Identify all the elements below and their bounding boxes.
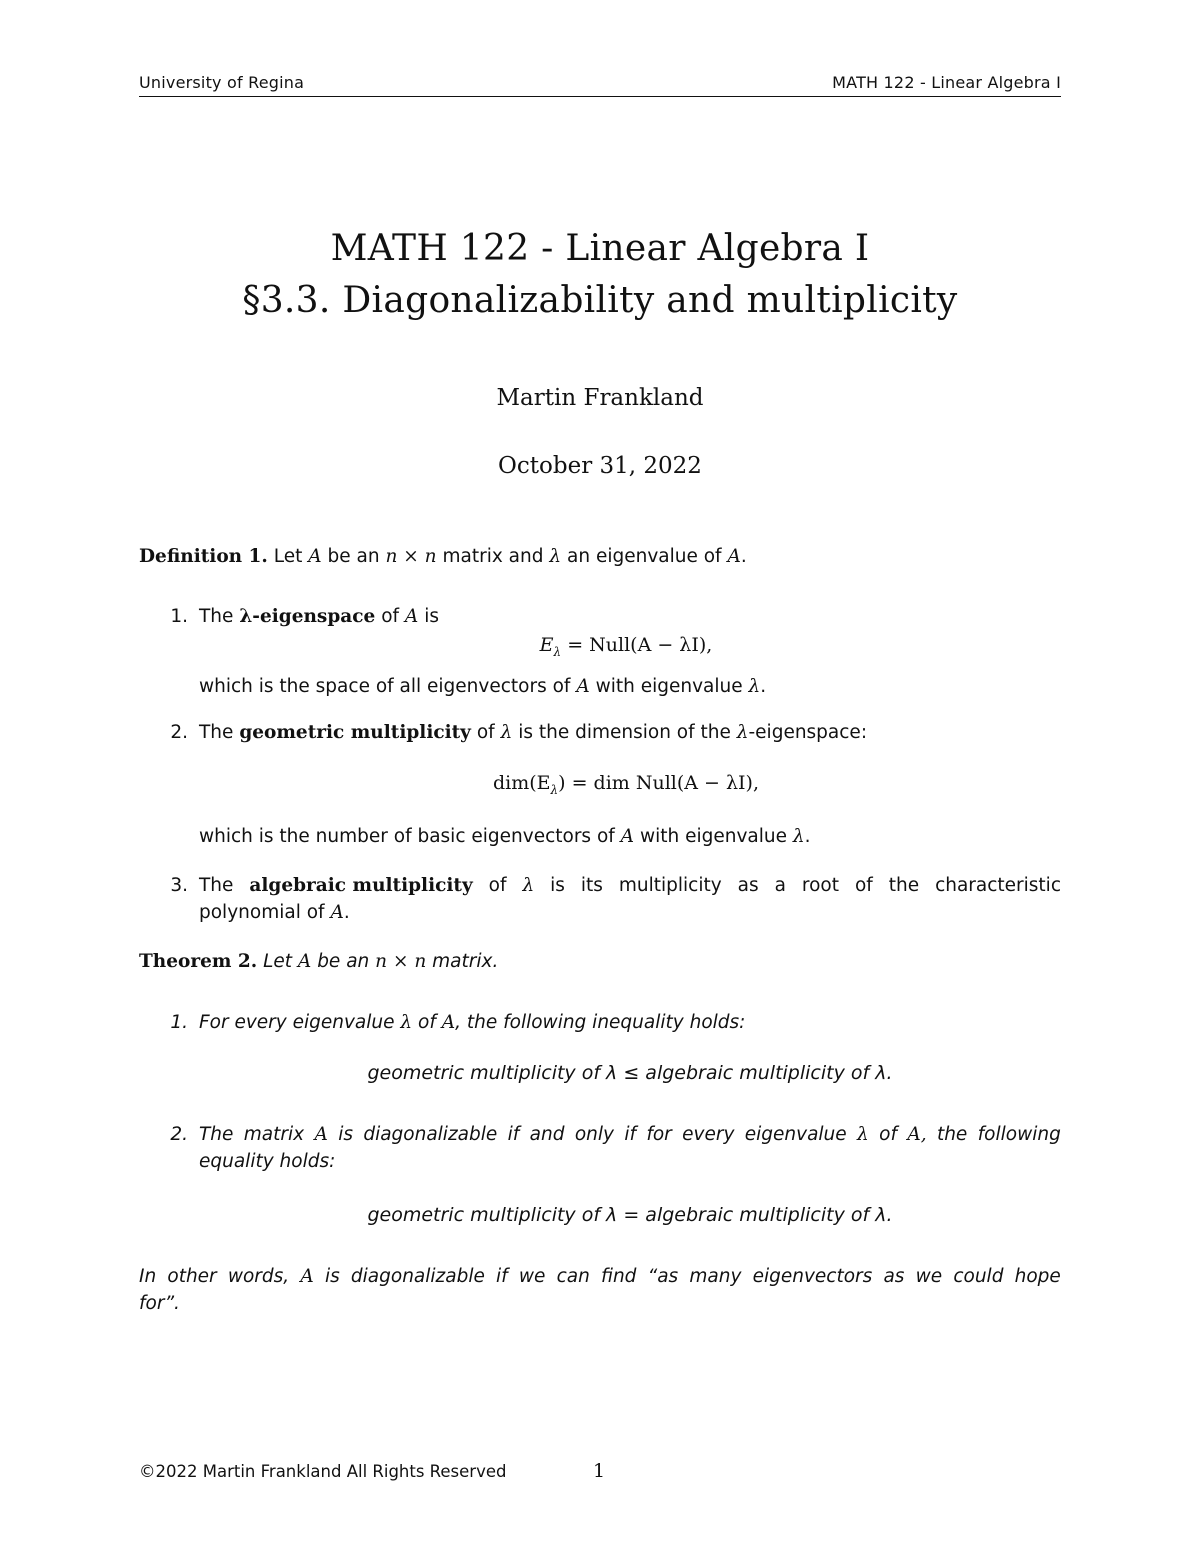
display-equality: geometric multiplicity of λ = algebraic multiplicity of λ.	[367, 1204, 893, 1226]
equation-eigenspace: $E_\lambda$ = Null(A − λI),	[539, 634, 713, 659]
document-title: MATH 122 - Linear Algebra I	[330, 228, 870, 269]
term-geometric-multiplicity: geometric multiplicity	[239, 722, 471, 743]
algebraic-line-2: polynomial of A.	[199, 902, 350, 923]
header-rule	[139, 96, 1061, 97]
list-item-geometric: The geometric multiplicity of λ is the dimension of the λ-eigenspace:	[199, 722, 868, 743]
list-number: 1.	[170, 606, 188, 627]
list-item-eigenspace: The λ-eigenspace of A is	[199, 606, 439, 627]
list-number: 1.	[170, 1012, 188, 1033]
theorem-label: Theorem 2.	[139, 951, 258, 972]
theorem-intro: Theorem 2. Let A be an n × n matrix.	[139, 951, 499, 972]
eigenspace-explanation: which is the space of all eigenvectors of A with eigenvalue λ.	[199, 676, 767, 697]
theorem-item-diagonalizable: The matrix A is diagonalizable if and only if for every eigenvalue λ of A, the following	[199, 1124, 1061, 1145]
list-number: 2.	[170, 722, 188, 743]
term-algebraic-multiplicity: algebraic multiplicity	[249, 875, 473, 896]
header-institution: University of Regina	[139, 73, 305, 92]
theorem-item-inequality: For every eigenvalue λ of A, the following inequality holds:	[199, 1012, 746, 1033]
author: Martin Frankland	[496, 385, 704, 411]
geometric-explanation: which is the number of basic eigenvectors of A with eigenvalue λ.	[199, 826, 811, 847]
page-number: 1	[593, 1460, 606, 1482]
equation-geometric: $dim(E_\lambda)$ = dim Null(A − λI),	[492, 772, 759, 797]
list-item-algebraic: The algebraic multiplicity of λ is its multiplicity as a root of the characteristic	[199, 873, 1061, 899]
term-eigenspace: λ-eigenspace	[239, 606, 376, 627]
definition-intro: Definition 1. Let A be an n × n matrix and λ an eigenvalue of A.	[139, 546, 747, 567]
list-number: 3.	[170, 875, 188, 896]
date: October 31, 2022	[498, 453, 702, 479]
header-course: MATH 122 - Linear Algebra I	[832, 73, 1061, 92]
theorem-item-2-line-2: equality holds:	[199, 1151, 336, 1172]
list-number: 2.	[170, 1124, 188, 1145]
remark-line-2: for”.	[139, 1293, 180, 1314]
remark: In other words, A is diagonalizable if we can find “as many eigenvectors as we could hope	[139, 1266, 1061, 1287]
copyright-notice: ©2022 Martin Frankland All Rights Reserved	[139, 1462, 507, 1481]
definition-label: Definition 1.	[139, 546, 268, 567]
display-inequality: geometric multiplicity of λ ≤ algebraic multiplicity of λ.	[367, 1062, 893, 1084]
section-title: §3.3. Diagonalizability and multiplicity	[242, 280, 958, 321]
